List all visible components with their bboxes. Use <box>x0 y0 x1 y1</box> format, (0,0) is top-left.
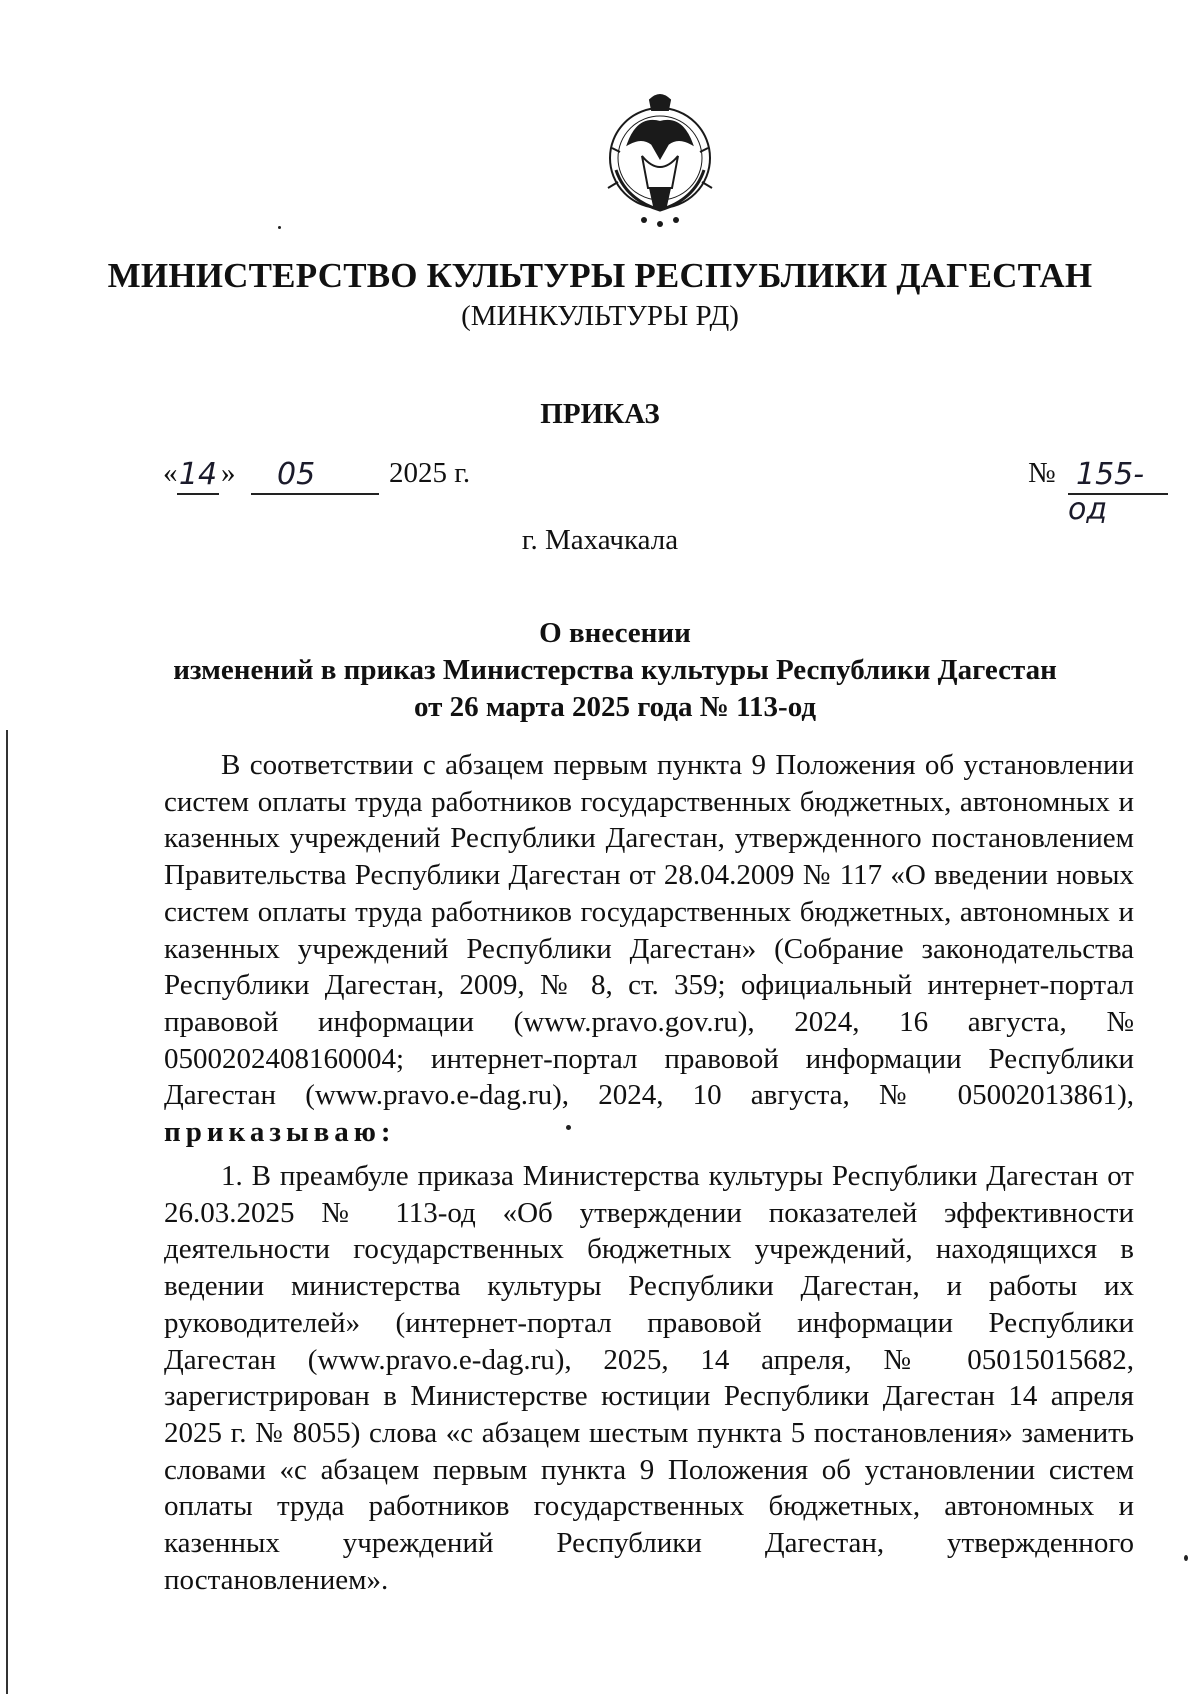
city: г. Махачкала <box>521 524 679 556</box>
document-type: ПРИКАЗ <box>540 398 660 430</box>
scan-speck <box>278 226 281 229</box>
date-day: 14 <box>178 457 218 492</box>
order-word: приказываю: <box>164 1116 396 1149</box>
subject-line-1: О внесении <box>539 617 691 649</box>
number-label: № <box>1028 457 1056 489</box>
number-value: 155-од <box>1068 457 1145 527</box>
date-month: 05 <box>277 457 316 492</box>
subject-line-2: изменений в приказ Министерства культуры Республики Дагестан <box>173 654 1057 686</box>
date-close-quote: » <box>221 457 236 489</box>
item-1-text: 1. В преамбуле приказа Министерства культуры Республики Дагестан от 26.03.2025 № 113-од «Об утверждении показателей эффективности деятельности государственных бюджетных учреждений, находящихся в ведении министерства культуры Республики Дагестан, и работы их руководителей» (интернет-портал правовой информации Республики Дагестан (www.pravo.e-dag.ru), 2025, 14 апреля, № 05015015682, зарегистрирован в Министерстве юстиции Республики Дагестан 14 апреля 2025 г. № 8055) слова «с абзацем шестым пункта 5 постановления» заменить словами «с абзацем первым пункта 9 Положения об установлении систем оплаты труда работников государственных бюджетных, автономных и казенных учреждений Республики Дагестан, утвержденного постановлением». <box>164 1160 1134 1596</box>
date-year: 2025 г. <box>389 457 471 489</box>
subject-line-3: от 26 марта 2025 года № 113-од <box>413 691 817 723</box>
scan-edge-line <box>6 730 8 1694</box>
scan-speck <box>1184 1555 1188 1561</box>
order-date <box>163 457 493 497</box>
preamble-paragraph <box>164 747 1134 1151</box>
order-subject <box>150 615 1080 726</box>
ministry-short-name: (МИНКУЛЬТУРЫ РД) <box>461 300 739 332</box>
preamble-text: В соответствии с абзацем первым пункта 9 Положения об установлении систем оплаты труда работников государственных бюджетных, автономных и казенных учреждений Республики Дагестан, утвержденного постановлением Правительства Республики Дагестан от 28.04.2009 № 117 «О введении новых систем оплаты труда работников государственных бюджетных, автономных и казенных учреждений Республики Дагестан» (Собрание законодательства Республики Дагестан, 2009, № 8, ст. 359; официальный интернет-портал правовой информации (www.pravo.gov.ru), 2024, 16 августа, № 0500202408160004; интернет-портал правовой информации Республики Дагестан (www.pravo.e-dag.ru), 2024, 10 августа, № 05002013861), <box>164 749 1134 1112</box>
item-1-paragraph <box>164 1158 1134 1598</box>
coat-of-arms-icon <box>598 92 722 232</box>
scan-speck <box>566 1125 571 1130</box>
date-open-quote: « <box>163 457 178 489</box>
ministry-name: МИНИСТЕРСТВО КУЛЬТУРЫ РЕСПУБЛИКИ ДАГЕСТАН <box>107 256 1093 295</box>
order-number <box>1028 457 1178 527</box>
